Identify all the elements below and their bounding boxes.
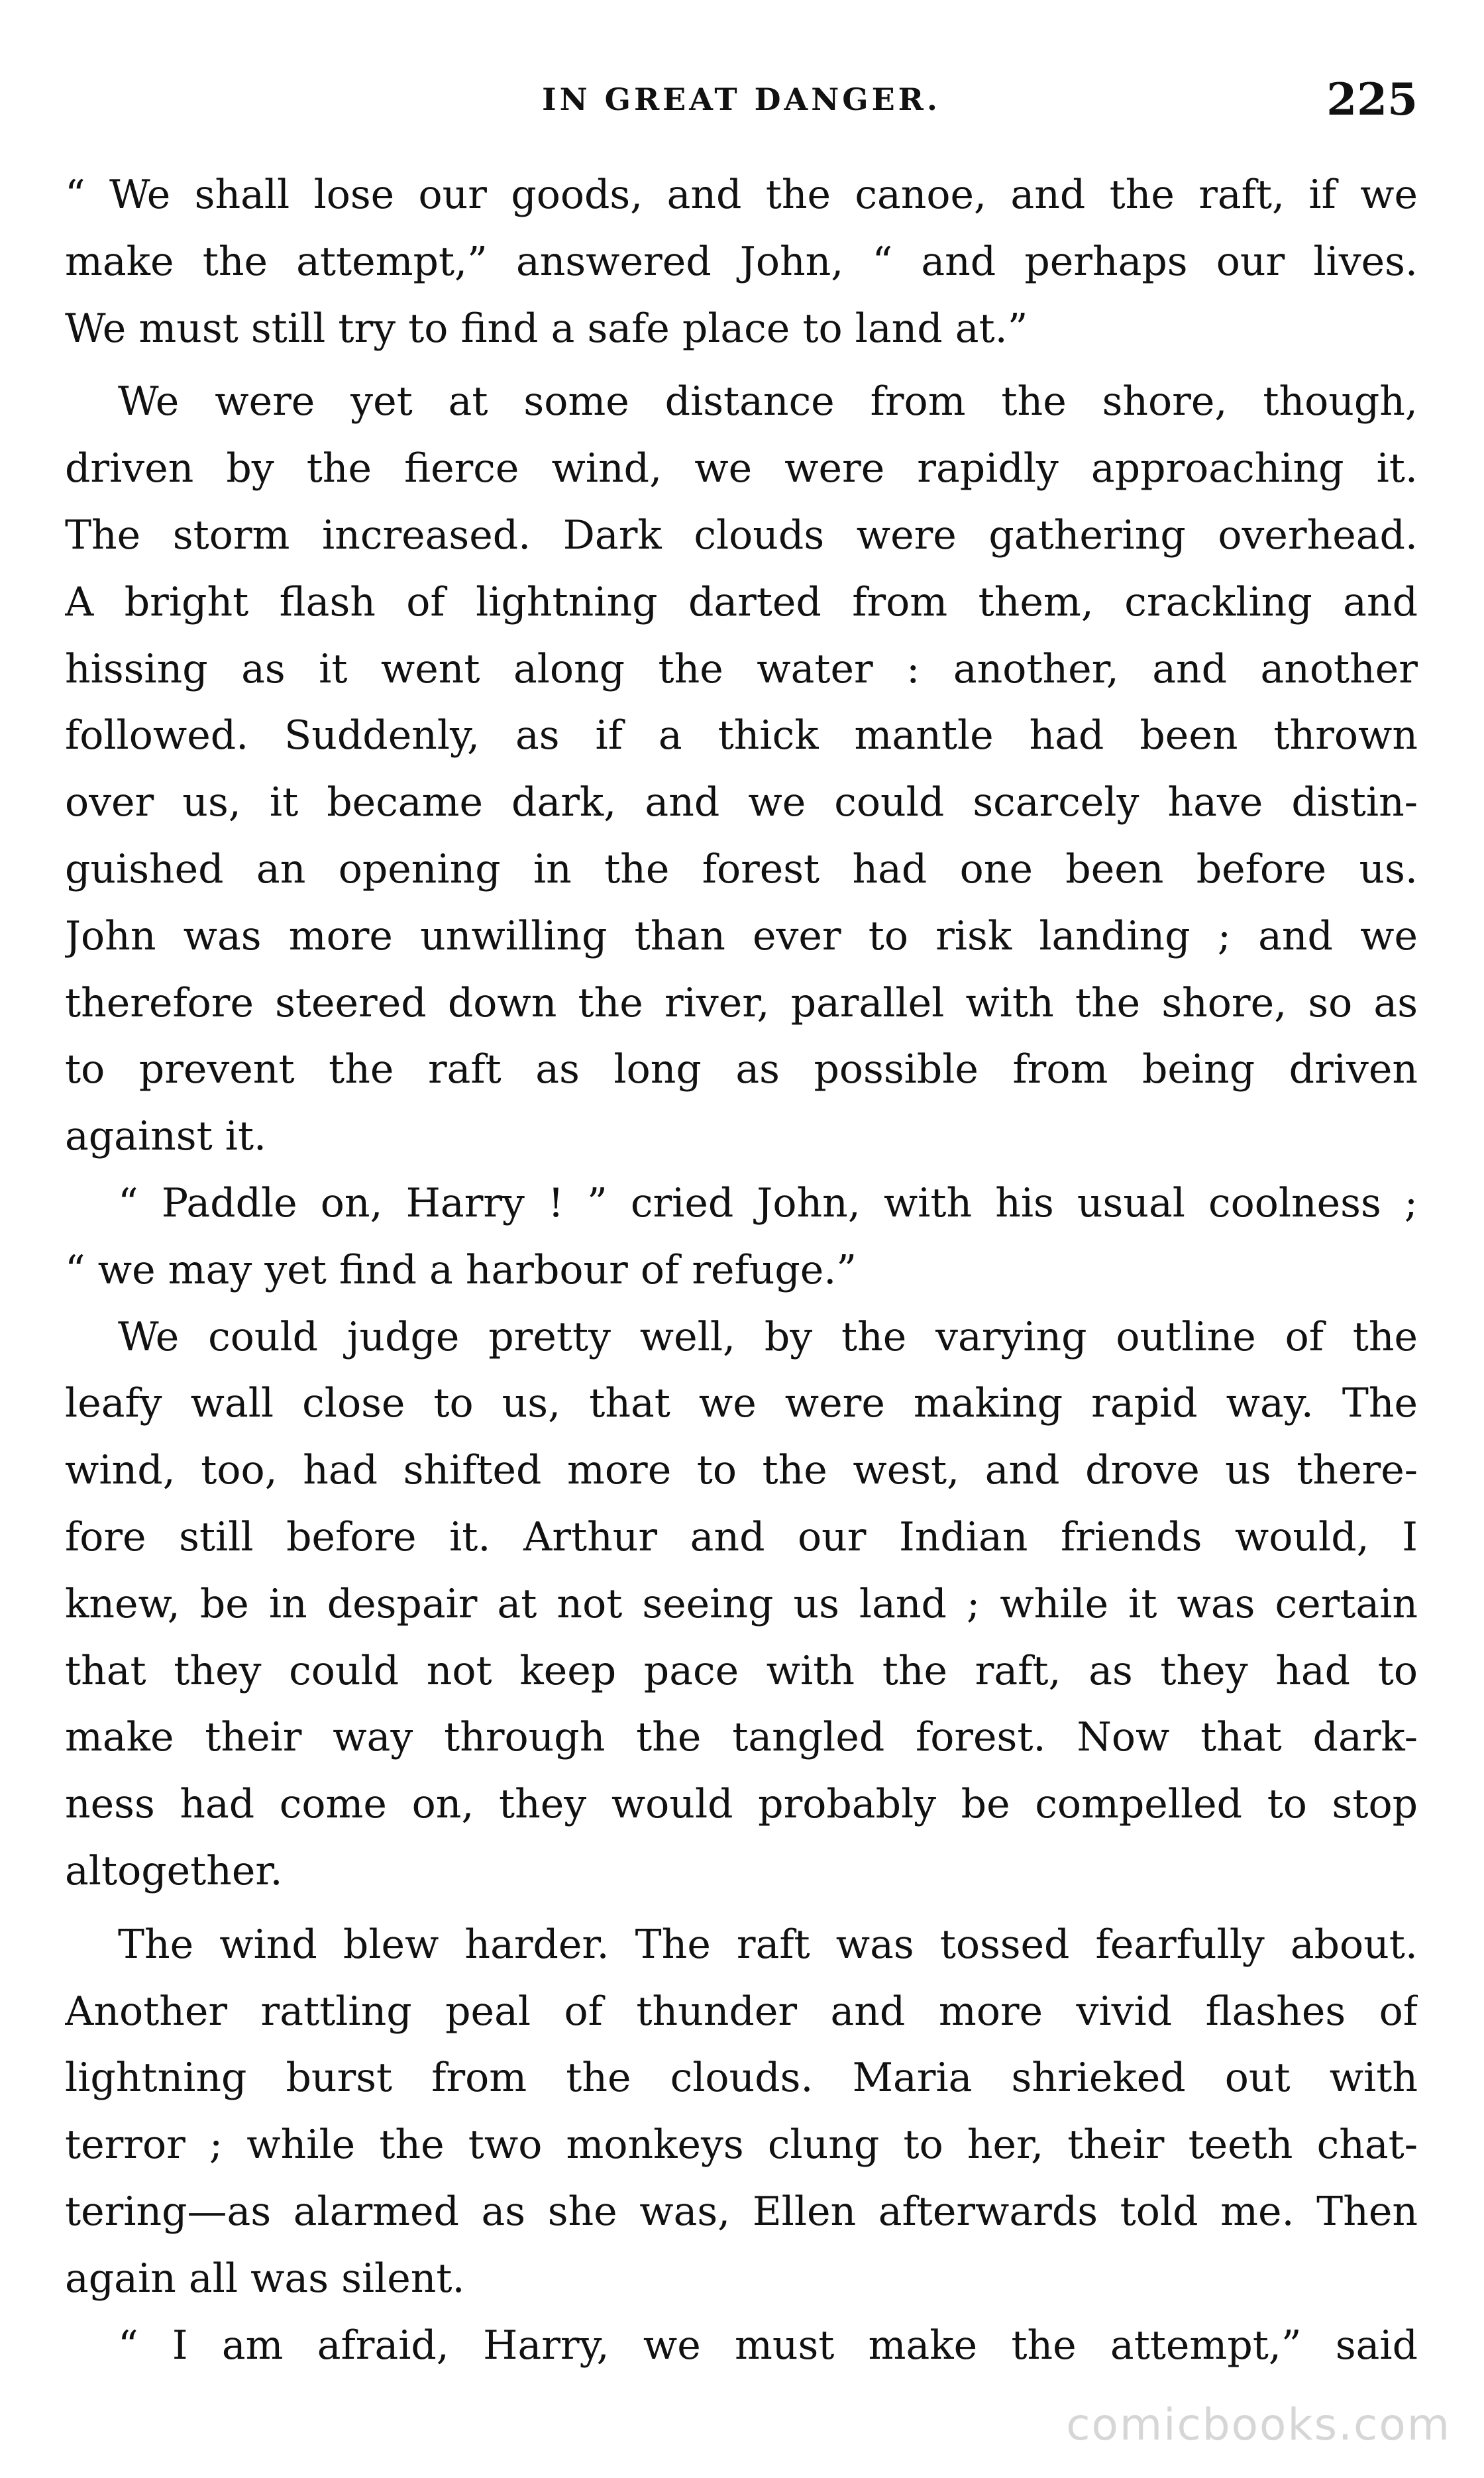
text-line: The wind blew harder. The raft was tossed fearfully about. bbox=[118, 1921, 1418, 1968]
text-line: altogether. bbox=[65, 1847, 283, 1894]
text-line: leafy wall close to us, that we were making rapid way. The bbox=[65, 1380, 1418, 1427]
text-line: A bright flash of lightning darted from them, crackling and bbox=[65, 578, 1418, 625]
text-line: driven by the fierce wind, we were rapidly approaching it. bbox=[65, 445, 1418, 492]
paragraph-gap bbox=[65, 1905, 1418, 1912]
text-line: ness had come on, they would probably be compelled to stop bbox=[65, 1781, 1418, 1828]
running-head bbox=[65, 66, 1418, 133]
text-line: We must still try to find a safe place to land at.” bbox=[65, 305, 1028, 352]
running-title: IN GREAT DANGER. bbox=[542, 81, 941, 117]
text-line: terror ; while the two monkeys clung to her, their teeth chat- bbox=[65, 2122, 1418, 2169]
text-line: The storm increased. Dark clouds were gathering overhead. bbox=[65, 512, 1418, 559]
text-line: lightning burst from the clouds. Maria shrieked out with bbox=[65, 2055, 1418, 2102]
text-line: Another rattling peal of thunder and more vivid flashes of bbox=[65, 1988, 1418, 2035]
text-line: tering—as alarmed as she was, Ellen afterwards told me. Then bbox=[65, 2188, 1418, 2235]
page-number: 225 bbox=[1326, 74, 1418, 125]
text-line: John was more unwilling than ever to risk landing ; and we bbox=[65, 912, 1418, 959]
text-line: We were yet at some distance from the shore, though, bbox=[118, 378, 1418, 425]
body-text bbox=[65, 162, 1418, 2379]
text-line: guished an opening in the forest had one been before us. bbox=[65, 845, 1418, 892]
text-line: make the attempt,” answered John, “ and perhaps our lives. bbox=[65, 238, 1418, 285]
text-line: We could judge pretty well, by the varying outline of the bbox=[118, 1313, 1418, 1360]
text-line: “ I am afraid, Harry, we must make the attempt,” said bbox=[118, 2322, 1418, 2369]
watermark: comicbooks.com bbox=[1066, 2399, 1451, 2450]
text-line: “ we may yet find a harbour of refuge.” bbox=[65, 1246, 857, 1293]
text-line: again all was silent. bbox=[65, 2255, 465, 2302]
text-line: “ Paddle on, Harry ! ” cried John, with his usual coolness ; bbox=[118, 1179, 1418, 1226]
text-line: that they could not keep pace with the raft, as they had to bbox=[65, 1647, 1418, 1694]
text-line: fore still before it. Arthur and our Indian friends would, I bbox=[65, 1513, 1418, 1560]
paragraph-gap bbox=[65, 362, 1418, 368]
text-line: against it. bbox=[65, 1113, 267, 1160]
text-line: “ We shall lose our goods, and the canoe, and the raft, if we bbox=[65, 172, 1418, 218]
text-line: followed. Suddenly, as if a thick mantle had been thrown bbox=[65, 712, 1418, 759]
text-line: over us, it became dark, and we could scarcely have distin- bbox=[65, 779, 1418, 826]
text-line: knew, be in despair at not seeing us land ; while it was certain bbox=[65, 1580, 1418, 1627]
text-line: hissing as it went along the water : another, and another bbox=[65, 645, 1418, 692]
text-line: to prevent the raft as long as possible from being driven bbox=[65, 1046, 1418, 1093]
text-line: wind, too, had shifted more to the west, and drove us there- bbox=[65, 1447, 1418, 1494]
text-line: therefore steered down the river, parallel with the shore, so as bbox=[65, 979, 1418, 1026]
text-line: make their way through the tangled forest. Now that dark- bbox=[65, 1714, 1418, 1761]
